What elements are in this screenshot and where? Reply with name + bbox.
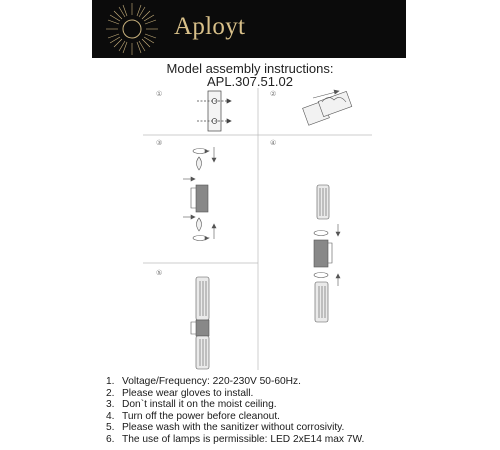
shade-installation-diagram (314, 185, 340, 322)
note-number: 5. (106, 422, 115, 434)
model-number: APL.307.51.02 (206, 74, 294, 89)
note-item (106, 434, 364, 446)
note-number: 2. (106, 387, 115, 399)
wiring-diagram (303, 90, 352, 125)
installation-notes (106, 376, 364, 446)
note-number: 3. (106, 399, 115, 411)
bulb-installation-diagram (183, 147, 216, 241)
note-item (106, 411, 364, 423)
brand-name: Aployt (174, 13, 246, 40)
note-text: Please wear gloves to install. (122, 387, 254, 399)
note-number: 1. (106, 376, 115, 387)
note-text: Voltage/Frequency: 220-230V 50-60Hz. (122, 376, 301, 387)
panel-number-1: ① (156, 91, 163, 98)
note-item (106, 388, 364, 400)
note-text: The use of lamps is permissible: LED 2xE14 max 7W. (122, 433, 365, 445)
note-text: Please wash with the sanitizer without corrosivity. (122, 422, 345, 434)
mounting-plate-diagram (197, 91, 231, 131)
assembled-lamp-diagram (191, 277, 209, 369)
note-item (106, 376, 364, 388)
panel-number-3: ③ (156, 140, 163, 147)
note-item (106, 399, 364, 411)
note-item (106, 422, 364, 434)
note-number: 4. (106, 410, 115, 422)
note-text: Don`t install it on the moist ceiling. (122, 399, 277, 411)
note-text: Turn off the power before cleanout. (122, 410, 281, 422)
panel-number-2: ② (270, 91, 277, 98)
panel-number-5: ⑤ (156, 270, 163, 277)
assembly-diagram (140, 88, 375, 373)
note-number: 6. (106, 433, 115, 445)
panel-number-4: ④ (270, 140, 277, 147)
brand-banner (92, 0, 406, 58)
page-title: Model assembly instructions: (166, 61, 334, 76)
sunburst-logo-icon (92, 0, 172, 58)
